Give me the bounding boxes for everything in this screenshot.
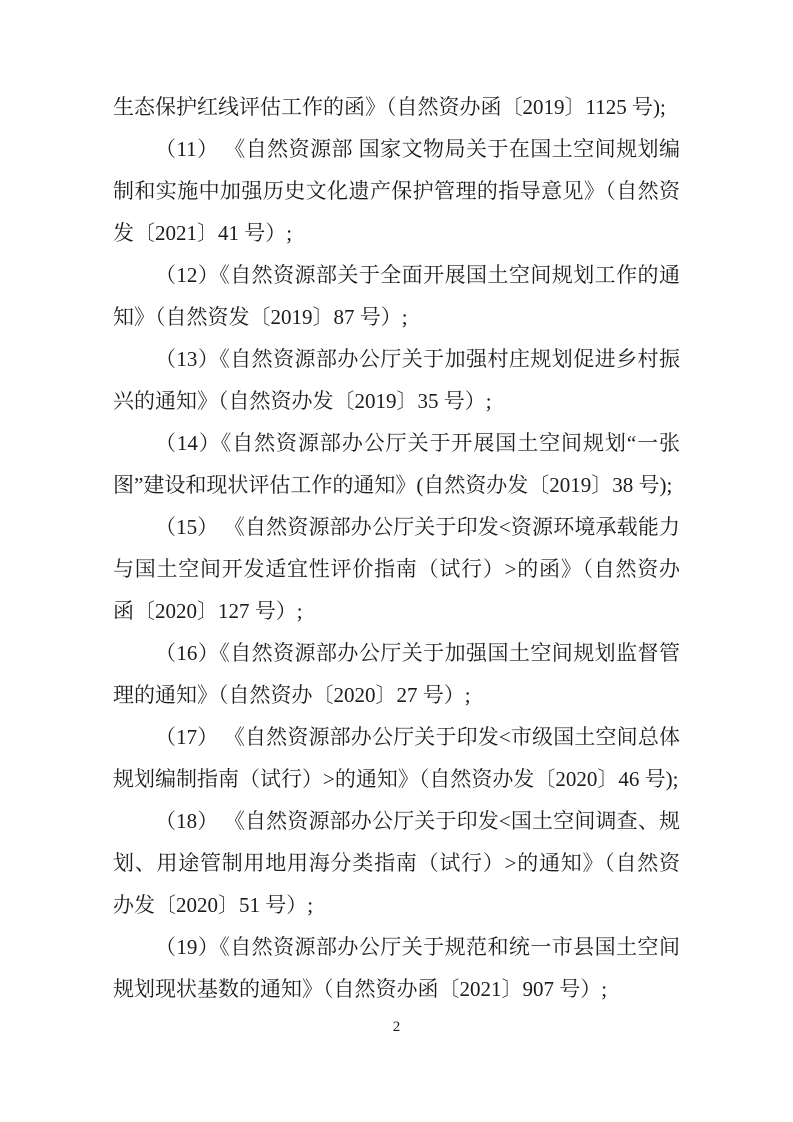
paragraph: （19）《自然资源部办公厅关于规范和统一市县国土空间规划现状基数的通知》（自然资办函〔2021〕907 号）; [113, 935, 680, 1001]
paragraph: （18） 《自然资源部办公厅关于印发<国土空间调查、规划、用途管制用地用海分类指南（试行）>的通知》（自然资办发〔2020〕51 号）; [113, 809, 680, 917]
paragraph: （16）《自然资源部办公厅关于加强国土空间规划监督管理的通知》（自然资办〔2020〕27 号）; [113, 641, 680, 707]
page-footer [0, 1018, 793, 1036]
page-number: 2 [392, 1019, 401, 1035]
paragraph: （17） 《自然资源部办公厅关于印发<市级国土空间总体规划编制指南（试行）>的通知》（自然资办发〔2020〕46 号); [113, 725, 680, 791]
paragraph: （11） 《自然资源部 国家文物局关于在国土空间规划编制和实施中加强历史文化遗产保护管理的指导意见》（自然资发〔2021〕41 号）; [113, 137, 680, 245]
paragraph: （14）《自然资源部办公厅关于开展国土空间规划“一张图”建设和现状评估工作的通知》(自然资办发〔2019〕38 号); [113, 431, 680, 497]
paragraph: 生态保护红线评估工作的函》（自然资办函〔2019〕1125 号); [113, 95, 666, 119]
paragraph: （12）《自然资源部关于全面开展国土空间规划工作的通知》（自然资发〔2019〕87 号）; [113, 263, 680, 329]
paragraph: （15） 《自然资源部办公厅关于印发<资源环境承载能力与国土空间开发适宜性评价指南（试行）>的函》（自然资办函〔2020〕127 号）; [113, 515, 680, 623]
paragraph: （13）《自然资源部办公厅关于加强村庄规划促进乡村振兴的通知》（自然资办发〔2019〕35 号）; [113, 347, 680, 413]
document-body [113, 86, 680, 1010]
